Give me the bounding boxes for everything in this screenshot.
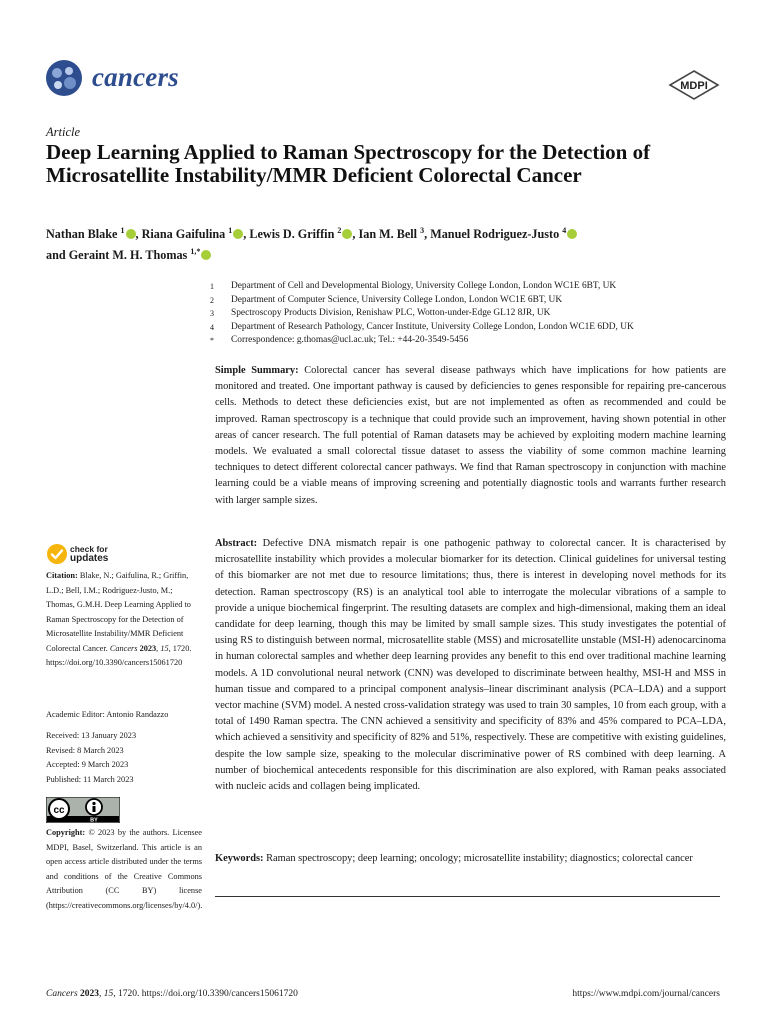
author-name: Ian M. Bell [358, 227, 418, 242]
article-type: Article [46, 125, 81, 139]
affiliation-item: 4 Department of Research Pathology, Cancer Institute, University College London, London WC1E 6DD, UK [210, 321, 634, 332]
author-name: Geraint M. H. Thomas [68, 248, 188, 263]
check-updates-line2: updates [70, 553, 109, 564]
orcid-icon[interactable] [567, 229, 577, 239]
publisher-label: MDPI [680, 80, 708, 92]
abstract [215, 536, 726, 795]
citation: Citation: Blake, N.; Gaifulina, R.; Griffin, L.D.; Bell, I.M.; Rodriguez-Justo, M.; Thomas, G.M.H. Deep Learning Applied to Raman Spectroscopy for the Detection of Microsatellite Instability/MMR Deficient Colorectal Cancer. Cancers 2023, 15, 1720. https://doi.org/10.3390/cancers15061720 [46, 571, 192, 667]
correspondence: * Correspondence: g.thomas@ucl.ac.uk; Tel.: +44-20-3549-5456 [210, 335, 469, 345]
paper-title: Deep Learning Applied to Raman Spectroscopy for the Detection of Microsatellite Instability/MMR Deficient Colorectal Cancer [46, 140, 651, 187]
check-updates-line1: check for [70, 544, 108, 554]
cc-badge-label: BY [90, 817, 98, 823]
date-published: Published: 11 March 2023 [46, 774, 134, 784]
date-received: Received: 13 January 2023 [46, 731, 137, 740]
orcid-icon[interactable] [233, 229, 243, 239]
author-list: Nathan Blake $^1$ , Riana Gaifulina $^1$ , Lewis D. Griffin $^2$ , Ian M. Bell $^3$, Manuel Rodriguez-Justo $^4$ and Geraint M. H. Thomas $^{1,*}$ [46, 222, 726, 264]
citation-text: Blake, N.; Gaifulina, R.; Griffin, L.D.; Bell, I.M.; Rodriguez-Justo, M.; Thomas, G.M.H. Deep Learning Applied to Raman Spectroscopy for the Detection of Microsatellite Instability/MMR Deficient Colorectal Cancer. [46, 571, 191, 653]
cc-by-license-icon[interactable] [46, 797, 120, 823]
date-accepted: Accepted: 9 March 2023 [46, 760, 129, 769]
affiliation-item: 3 Spectroscopy Products Division, Renishaw PLC, Wotton-under-Edge GL12 8JR, UK [210, 308, 551, 318]
keywords-text: Raman spectroscopy; deep learning; oncology; microsatellite instability; diagnostics; colorectal cancer [266, 853, 693, 864]
copyright-label: Copyright: [46, 828, 86, 837]
publication-dates [46, 729, 202, 787]
svg-text:cc: cc [53, 805, 65, 816]
copyright-text: © 2023 by the authors. Licensee MDPI, Basel, Switzerland. This article is an open access article distributed under the terms and conditions of the Creative Commons Attribution (CC BY) license (https://creativecommons.org/licenses/by/4.0/). [46, 828, 203, 910]
orcid-icon[interactable] [126, 229, 136, 239]
check-for-updates-button[interactable] [46, 543, 166, 569]
mdpi-logo-icon [668, 70, 720, 100]
affiliation-item: 1 Department of Cell and Developmental Biology, University College London, London WC1E 6BT, UK [210, 281, 617, 291]
citation-doi[interactable]: , 1720. https://doi.org/10.3390/cancers15061720 [46, 643, 192, 667]
journal-url[interactable]: https://www.mdpi.com/journal/cancers [572, 989, 720, 999]
divider [215, 896, 720, 897]
affiliation-item: 2 Department of Computer Science, University College London, London WC1E 6BT, UK [210, 294, 563, 305]
orcid-icon[interactable] [201, 250, 211, 260]
keywords [215, 851, 726, 867]
orcid-icon[interactable] [342, 229, 352, 239]
footer-doi[interactable]: , 1720. https://doi.org/10.3390/cancers15061720 [113, 989, 298, 999]
author-name: Lewis D. Griffin [249, 227, 335, 242]
keywords-label: Keywords: [215, 853, 264, 864]
citation-label: Citation: [46, 571, 78, 580]
copyright-notice [46, 826, 202, 913]
academic-editor: Academic Editor: Antonio Randazzo [46, 710, 169, 719]
simple-summary [215, 363, 726, 509]
author-name: Riana Gaifulina [141, 227, 226, 242]
author-name: Nathan Blake [46, 227, 118, 242]
date-revised: Revised: 8 March 2023 [46, 745, 124, 755]
author-name: Manuel Rodriguez-Justo [430, 227, 560, 242]
footer-citation: Cancers 2023, 15, 1720. https://doi.org/10.3390/cancers15061720 [46, 989, 298, 999]
journal-logo-icon [44, 58, 84, 98]
simple-summary-label: Simple Summary: [215, 365, 299, 376]
abstract-label: Abstract: [215, 538, 258, 549]
simple-summary-text: Colorectal cancer has several disease pathways which have implications for how patients are monitored and treated. One important pathway is caused by deficiencies to genes responsible for repairing pre-cancerous cells. Methods to detect these deficiencies exist, but are not implemented as often as recommended and could be improved. Raman spectroscopy is a technique that could provide such an improvement, having shown potential in other areas of cancer research. The full potential of Raman datasets may be achieved by exploiting modern machine learning models. We evaluated a small colorectal tissue dataset to assess the viability of some common machine learning techniques to detect different colorectal cancer pathways. We find that Raman spectroscopy in conjunction with machine learning could be a viable means of improving screening and potentially diagnostic tools and warrants further research with larger sample sizes. [215, 365, 727, 506]
affiliations [210, 280, 730, 348]
check-updates-icon [46, 543, 68, 565]
abstract-text: Defective DNA mismatch repair is one pathogenic pathway to colorectal cancer. It is characterised by microsatellite instability which provides a molecular biomarker for its detection. Clinical guidelines for universal testing of this biomarker are not met due to resource limitations; thus, there is interest in developing novel methods for its detection. Raman spectroscopy (RS) is an analytical tool able to interrogate the molecular vibrations of a sample to provide a unique biochemical fingerprint. The resulting datasets are complex and high-dimensional, making them an ideal candidate for deep learning, though this may be limited by small sample sizes. This study investigates the potential of using RS to distinguish between normal, microsatellite stable (MSS) and microsatellite unstable (MSI-H) adenocarcinoma in human colorectal samples and whether deep learning provides any benefit to this end over traditional machine learning models. A 1D convolutional neural network (CNN) was developed to discriminate between healthy, MSI-H and MSS in human tissue and compared to a principal component analysis–linear discriminant analysis (PCA–LDA) and a support vector machine (SVM) model. A nested cross-validation strategy was used to train 30 samples, 10 from each group, with a total of 1490 Raman spectra. The CNN achieved a sensitivity and specificity of 83% and 45% compared to PCA–LDA, which achieved a sensitivity and specificity of 82% and 51%, respectively. These are competitive with existing guidelines, despite the low sample size, speaking to the molecular discriminative power of RS combined with deep learning. A number of biochemical antecedents responsible for this discrimination are also explored, with Raman peaks associated with nucleic acids and collagen being implicated. [215, 538, 726, 793]
journal-name: cancers [92, 62, 179, 92]
